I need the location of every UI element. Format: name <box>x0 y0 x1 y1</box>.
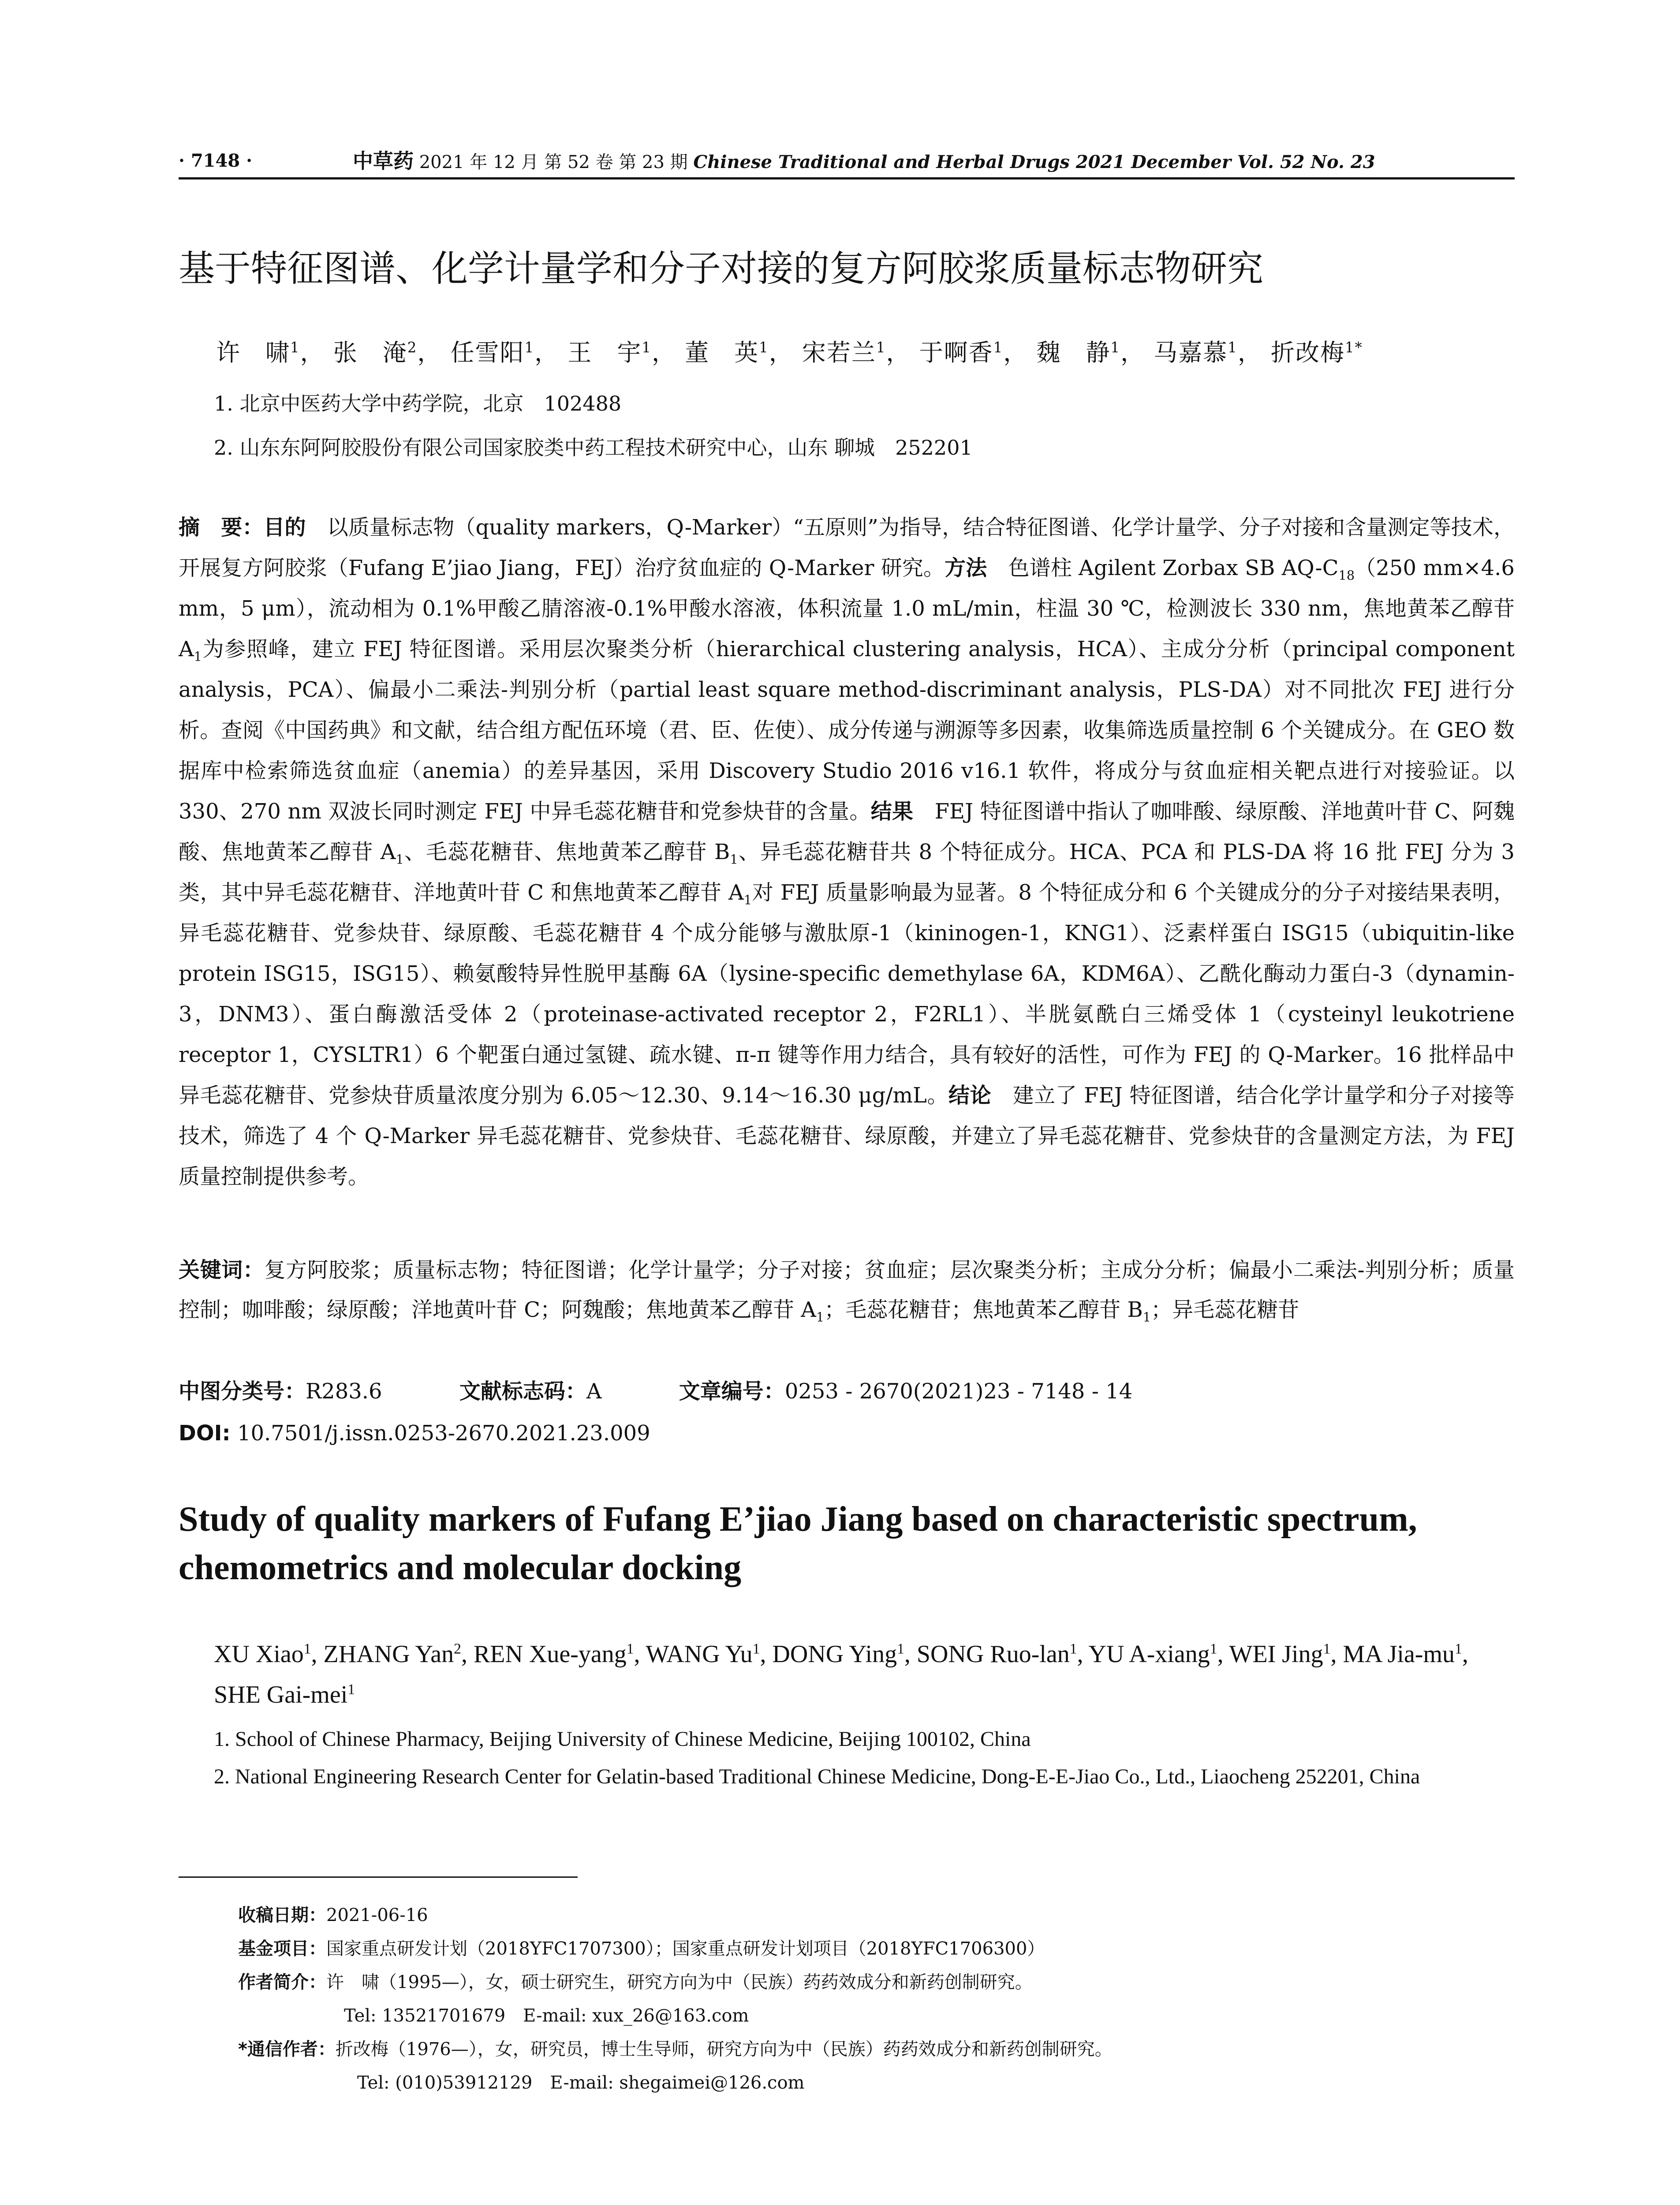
clc-block: 中图分类号：R283.6 <box>179 1379 382 1404</box>
author-en: MA Jia-$mu^1$ <box>1343 1641 1462 1668</box>
author-en: REN Xue-yang$^1$ <box>473 1641 634 1668</box>
author-bio: 作者简介：许 啸（1995—），女，硕士研究生，研究方向为中（民族）药药效成分和新药创制研究。 <box>238 1972 1033 1992</box>
author-cn: 王 宇$^1$ <box>567 339 652 366</box>
page-number: · 7148 · <box>179 150 253 171</box>
objective-label: 目的 <box>263 515 306 540</box>
doc-code-block: 文献标志码：A <box>459 1379 602 1404</box>
received-date: 收稿日期：2021-06-16 <box>238 1905 428 1925</box>
methods-label: 方法 <box>945 556 987 580</box>
title-en: Study of quality markers of Fufang E’jiao Jiang based on characteristic spectrum, chemometrics and molecular docking <box>179 1500 1417 1587</box>
journal-name-cn: 中草药 <box>353 149 414 173</box>
fund-info: 基金项目：国家重点研发计划（2018YFC1707300）；国家重点研发计划项目（2018YFC1706300） <box>238 1939 1045 1959</box>
title-cn: 基于特征图谱、化学计量学和分子对接的复方阿胶浆质量标志物研究 <box>179 248 1264 290</box>
issue-cn: 2021 年 12 月 第 52 卷 第 23 期 <box>419 152 688 172</box>
journal-line <box>353 146 1375 178</box>
author-cn: 魏 静$^1$ <box>1036 339 1121 366</box>
classification-line <box>179 1374 1515 1409</box>
objective-text: 以质量标志物（quality markers，Q-Marker）“五原则”为指导，结合特征图谱、化学计量学、分子对接和含量测定等技术，开展复方阿胶浆（Fufang E’jiao Jiang，FEJ）治疗贫血症的 Q-Marker 研究。 <box>179 515 1515 580</box>
article-number-block: 文章编号：0253 - 2670(2021)23 - 7148 - 14 <box>679 1379 1133 1404</box>
running-header <box>179 146 1515 176</box>
author-cn: 宋若兰$^1$ <box>802 339 886 366</box>
author-cn: 于啊香$^1$ <box>919 339 1004 366</box>
conclusion-label: 结论 <box>948 1083 992 1108</box>
footnotes <box>238 1899 1517 2100</box>
abstract <box>179 507 1515 1197</box>
results-label: 结果 <box>870 799 914 824</box>
author-en: ZHANG Yan$^2$ <box>323 1641 461 1668</box>
keywords-text: 复方阿胶浆；质量标志物；特征图谱；化学计量学；分子对接；贫血症；层次聚类分析；主成分分析；偏最小二乘法-判别分析；质量控制；咖啡酸；绿原酸；洋地黄叶苷 C；阿魏酸；焦地黄苯乙醇苷 $A_1$；毛蕊花糖苷；焦地黄苯乙醇苷 $B_1$；异毛蕊花糖苷 <box>179 1258 1515 1325</box>
author-en: YU A-xiang$^1$ <box>1088 1641 1217 1668</box>
affiliation-en-2: 2. National Engineering Research Center for Gelatin-based Traditional Chinese Medicine, Dong-E-E-Jiao Co., Ltd., Liaocheng 252201, China <box>214 1765 1420 1788</box>
author-en: DONG Ying$^1$ <box>772 1641 904 1668</box>
affiliation-cn-2: 2. 山东东阿阿胶股份有限公司国家胶类中药工程技术研究中心，山东 聊城 252201 <box>214 436 973 460</box>
author-cn: 马嘉慕$^1$ <box>1154 339 1238 366</box>
author-contact: Tel: 13521701679 E-mail: xux_26@163.com <box>344 2006 749 2026</box>
methods-text: 色谱柱 Agilent Zorbax SB $AQ-C_{18}(250$ mm×4.6 mm，5 μm），流动相为 0.1%甲酸乙腈溶液-0.1%甲酸水溶液，体积流量 1.0 mL/min，柱温 30 ℃，检测波长 330 nm，焦地黄苯乙醇苷 $A_1$为参照峰，建立 FEJ 特征图谱。采用层次聚类分析（hierarchical clustering analysis，HCA）、主成分分析（principal component analysis，PCA）、偏最小二乘法-判别分析（partial least square method-discriminant analysis，PLS-DA）对不同批次 FEJ 进行分析。查阅《中国药典》和文献，结合组方配伍环境（君、臣、佐使）、成分传递与溯源等多因素，收集筛选质量控制 6 个关键成分。在 GEO 数据库中检索筛选贫血症（anemia）的差异基因，采用 Discovery Studio 2016 v16.1 软件，将成分与贫血症相关靶点进行对接验证。以 330、270 nm 双波长同时测定 FEJ 中异毛蕊花糖苷和党参炔苷的含量。 <box>179 556 1515 824</box>
authors-cn: 许 啸$^1$， 张 淹$^2$， 任雪阳$^1$， 王 宇$^1$， 董 英$^1$， 宋若兰$^1$， 于啊香$^1$， 魏 静$^1$， 马嘉慕$^1$， 折改梅$^{1*}$ <box>216 339 1363 366</box>
author-cn: 任雪阳$^1$ <box>450 339 535 366</box>
keywords-label: 关键词： <box>179 1258 265 1282</box>
doi-label: DOI: <box>179 1421 231 1446</box>
author-en: SONG Ruo-lan$^1$ <box>916 1641 1077 1668</box>
author-en: WANG Yu$^1$ <box>646 1641 760 1668</box>
author-cn: 董 英$^1$ <box>685 339 769 366</box>
abstract-label: 摘 要： <box>179 515 264 540</box>
author-en: SHE Gai-mei$^1$ <box>214 1681 355 1708</box>
doi-line <box>179 1416 650 1451</box>
journal-name-en: Chinese Traditional and Herbal Drugs 2021 December Vol. 52 No. 23 <box>693 152 1375 172</box>
author-en: WEI Jing$^1$ <box>1229 1641 1331 1668</box>
conclusion-text: 建立了 FEJ 特征图谱，结合化学计量学和分子对接等技术，筛选了 4 个 Q-Marker 异毛蕊花糖苷、党参炔苷、毛蕊花糖苷、绿原酸，并建立了异毛蕊花糖苷、党参炔苷的含量测定方法，为 FEJ 质量控制提供参考。 <box>179 1083 1515 1189</box>
doi-value: 10.7501/j.issn.0253-2670.2021.23.009 <box>230 1421 650 1446</box>
header-rule <box>179 177 1515 179</box>
affiliation-en-1: 1. School of Chinese Pharmacy, Beijing University of Chinese Medicine, Beijing 100102, China <box>214 1727 1031 1751</box>
footnote-rule <box>179 1876 578 1878</box>
corresponding-author: *通信作者：折改梅（1976—），女，研究员，博士生导师，研究方向为中（民族）药药效成分和新药创制研究。 <box>238 2039 1113 2059</box>
affiliation-cn-1: 1. 北京中医药大学中药学院，北京 102488 <box>214 392 622 415</box>
author-cn: 许 啸$^1$ <box>216 339 300 366</box>
author-cn: 张 淹$^2$ <box>333 339 418 366</box>
author-en: XU Xiao$^1$ <box>214 1641 311 1668</box>
author-cn: 折改梅$^{1*}$ <box>1271 339 1363 366</box>
results-text: FEJ 特征图谱中指认了咖啡酸、绿原酸、洋地黄叶苷 C、阿魏酸、焦地黄苯乙醇苷 $A_1$、毛蕊花糖苷、焦地黄苯乙醇苷 $B_1$、异毛蕊花糖苷共 8 个特征成分。HCA、PCA 和 PLS-DA 将 16 批 FEJ 分为 3 类，其中异毛蕊花糖苷、洋地黄叶苷 C 和焦地黄苯乙醇苷 $A_1$对 FEJ 质量影响最为显著。8 个特征成分和 6 个关键成分的分子对接结果表明，异毛蕊花糖苷、党参炔苷、绿原酸、毛蕊花糖苷 4 个成分能够与激肽原-1（kininogen-1，KNG1）、泛素样蛋白 ISG15（ubiquitin-like protein ISG15，ISG15）、赖氨酸特异性脱甲基酶 6A（lysine-specific demethylase 6A，KDM6A）、乙酰化酶动力蛋白-3（dynamin-3，DNM3）、蛋白酶激活受体 2（proteinase-activated receptor 2，F2RL1）、半胱氨酰白三烯受体 1（cysteinyl leukotriene receptor 1，CYSLTR1）6 个靶蛋白通过氢键、疏水键、π-π 键等作用力结合，具有较好的活性，可作为 FEJ 的 Q-Marker。16 批样品中异毛蕊花糖苷、党参炔苷质量浓度分别为 6.05～12.30、9.14～16.30 μg/mL。 <box>179 799 1515 1108</box>
keywords <box>179 1250 1515 1330</box>
corresponding-contact: Tel: (010)53912129 E-mail: shegaimei@126.com <box>357 2073 805 2093</box>
authors-en: XU Xiao$^1$, ZHANG Yan$^2$, REN Xue-yang$^1$, WANG Yu$^1$, DONG Ying$^1$, SONG Ruo-lan$^1$, YU A-xiang$^1$, WEI Jing$^1$, MA Jia-$mu^1$, SHE Gai-mei$^1$ <box>214 1641 1468 1708</box>
